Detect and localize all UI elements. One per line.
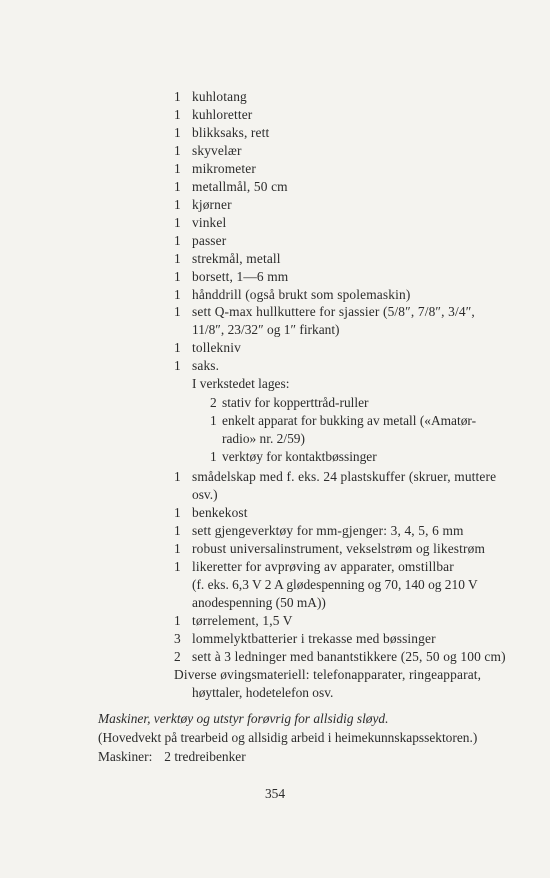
list-item: Diverse øvingsmateriell: telefonapparater, ringeapparat, [174, 667, 482, 682]
list-item: 1 likeretter for avprøving av apparater, omstillbar [174, 559, 454, 574]
machines-label: Maskiner: [98, 749, 153, 764]
list-item-cont: (f. eks. 6,3 V 2 A glødespenning og 70, 140 og 210 V [192, 577, 478, 592]
list-item: 1 borsett, 1—6 mm [174, 269, 289, 284]
list-item: 1 skyvelær [174, 143, 242, 158]
list-item-cont: anodespenning (50 mA)) [192, 595, 326, 610]
section-heading: Maskiner, verktøy og utstyr forøvrig for allsidig sløyd. [98, 711, 389, 726]
list-item: 1 smådelskap med f. eks. 24 plastskuffer (skruer, muttere [174, 469, 497, 484]
list-item: 1 kuhloretter [174, 107, 253, 122]
qmax-line-2: 11/8″, 23/32″ og 1″ firkant) [192, 322, 340, 337]
list-item: 1 metallmål, 50 cm [174, 179, 288, 194]
list-item: 3 lommelyktbatterier i trekasse med bøssinger [174, 631, 436, 646]
list-item: 1 tørrelement, 1,5 V [174, 613, 293, 628]
list-item: 1 hånddrill (også brukt som spolemaskin) [174, 287, 411, 302]
list-item: 1 sett Q-max hullkuttere for sjassier (5/8″, 7/8″, 3/4″, [174, 304, 475, 319]
workshop-item: 1 verktøy for kontaktbøssinger [210, 449, 377, 464]
section-note: (Hovedvekt på trearbeid og allsidig arbeid i heimekunnskapssektoren.) [98, 730, 478, 745]
list-item: 1 strekmål, metall [174, 251, 281, 266]
list-item: 2 sett à 3 ledninger med banantstikkere (25, 50 og 100 cm) [174, 649, 506, 664]
list-item: 1 mikrometer [174, 161, 256, 176]
list-item: 1 sett gjengeverktøy for mm-gjenger: 3, 4, 5, 6 mm [174, 523, 464, 538]
workshop-heading: I verkstedet lages: [192, 376, 290, 391]
list-item-cont: høyttaler, hodetelefon osv. [192, 685, 334, 700]
workshop-item-cont: radio» nr. 2/59) [222, 431, 305, 446]
qmax-line-1: sett Q-max hullkuttere for sjassier (5/8″, 7/8″, 3/4″, [192, 304, 475, 319]
workshop-item: 2 stativ for kopperttråd-ruller [210, 395, 369, 410]
list-item: 1 vinkel [174, 215, 227, 230]
list-item: 1 benkekost [174, 505, 248, 520]
list-item: 1 tollekniv [174, 340, 241, 355]
list-item: 1 kuhlotang [174, 89, 247, 104]
list-item: 1 saks. [174, 358, 220, 373]
page-number: 354 [264, 786, 286, 801]
machines-value: 2 tredreibenker [164, 749, 246, 764]
list-item-cont: osv.) [192, 487, 218, 502]
workshop-item: 1 enkelt apparat for bukking av metall («Amatør- [210, 413, 477, 428]
machines-line [98, 748, 528, 766]
list-item: 1 kjørner [174, 197, 232, 212]
list-item: 1 robust universalinstrument, vekselstrøm og likestrøm [174, 541, 486, 556]
list-item: 1 blikksaks, rett [174, 125, 270, 140]
list-item: 1 passer [174, 233, 227, 248]
